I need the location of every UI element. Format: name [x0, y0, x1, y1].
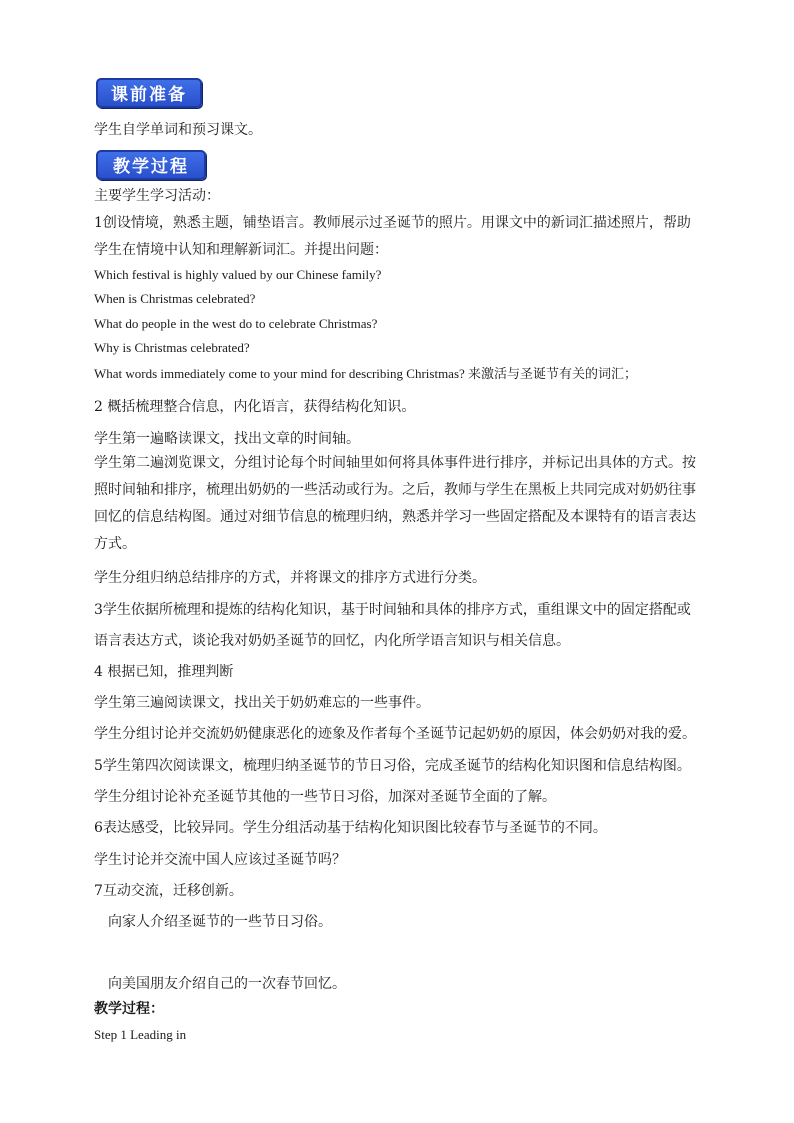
text-line: 学生第三遍阅读课文，找出关于奶奶难忘的一些事件。 [94, 695, 430, 711]
question-line: When is Christmas celebrated? [94, 291, 256, 306]
section-badge-teaching-process: 教学过程 [96, 150, 206, 180]
text-line: 回忆的信息结构图。通过对细节信息的梳理归纳，熟悉并学习一些固定搭配及本课特有的语言表达 [94, 509, 696, 525]
text-line: 学生分组归纳总结排序的方式，并将课文的排序方式进行分类。 [94, 570, 486, 586]
teaching-process-heading: 教学过程： [94, 1001, 164, 1017]
text-line: 学生在情境中认知和理解新词汇。并提出问题： [94, 242, 388, 258]
step-heading: Step 1 Leading in [94, 1027, 187, 1042]
text-line: 6表达感受，比较异同。学生分组活动基于结构化知识图比较春节与圣诞节的不同。 [94, 820, 607, 836]
question-line: Why is Christmas celebrated? [94, 340, 250, 355]
text-line: 学生第一遍略读课文，找出文章的时间轴。 [94, 431, 360, 447]
text-line: 学生分组讨论补充圣诞节其他的一些节日习俗，加深对圣诞节全面的了解。 [94, 789, 556, 805]
question-line: What do people in the west do to celebrate Christmas? [94, 316, 378, 331]
text-line: 语言表达方式，谈论我对奶奶圣诞节的回忆，内化所学语言知识与相关信息。 [94, 633, 570, 649]
text-line: 向美国朋友介绍自己的一次春节回忆。 [108, 976, 346, 992]
section-badge-preparation: 课前准备 [96, 78, 202, 108]
text-line: 1创设情境，熟悉主题，铺垫语言。教师展示过圣诞节的照片。用课文中的新词汇描述照片，帮助 [94, 215, 691, 231]
text-line: 7互动交流，迁移创新。 [94, 883, 243, 899]
text-line: 向家人介绍圣诞节的一些节日习俗。 [108, 914, 332, 930]
text-line: 5学生第四次阅读课文，梳理归纳圣诞节的节日习俗，完成圣诞节的结构化知识图和信息结构图。 [94, 758, 691, 774]
text-line: 方式。 [94, 536, 136, 552]
text-line: 3学生依据所梳理和提炼的结构化知识，基于时间轴和具体的排序方式，重组课文中的固定搭配或 [94, 602, 691, 618]
question-line: Which festival is highly valued by our Chinese family? [94, 267, 382, 282]
text-line: 学生讨论并交流中国人应该过圣诞节吗？ [94, 852, 346, 868]
text-line: 主要学生学习活动： [94, 188, 220, 204]
text-line: 学生自学单词和预习课文。 [94, 122, 262, 138]
text-line: 学生第二遍浏览课文，分组讨论每个时间轴里如何将具体事件进行排序，并标记出具体的方式。按 [94, 455, 696, 471]
text-line: 照时间轴和排序，梳理出奶奶的一些活动或行为。之后，教师与学生在黑板上共同完成对奶奶往事 [94, 482, 696, 498]
text-line: 学生分组讨论并交流奶奶健康恶化的迹象及作者每个圣诞节记起奶奶的原因，体会奶奶对我的爱。 [94, 726, 696, 742]
question-line: What words immediately come to your mind for describing Christmas? 来激活与圣诞节有关的词汇； [94, 366, 638, 381]
text-line: 4 根据已知，推理判断 [94, 664, 234, 680]
text-line: 2 概括梳理整合信息，内化语言，获得结构化知识。 [94, 399, 416, 415]
